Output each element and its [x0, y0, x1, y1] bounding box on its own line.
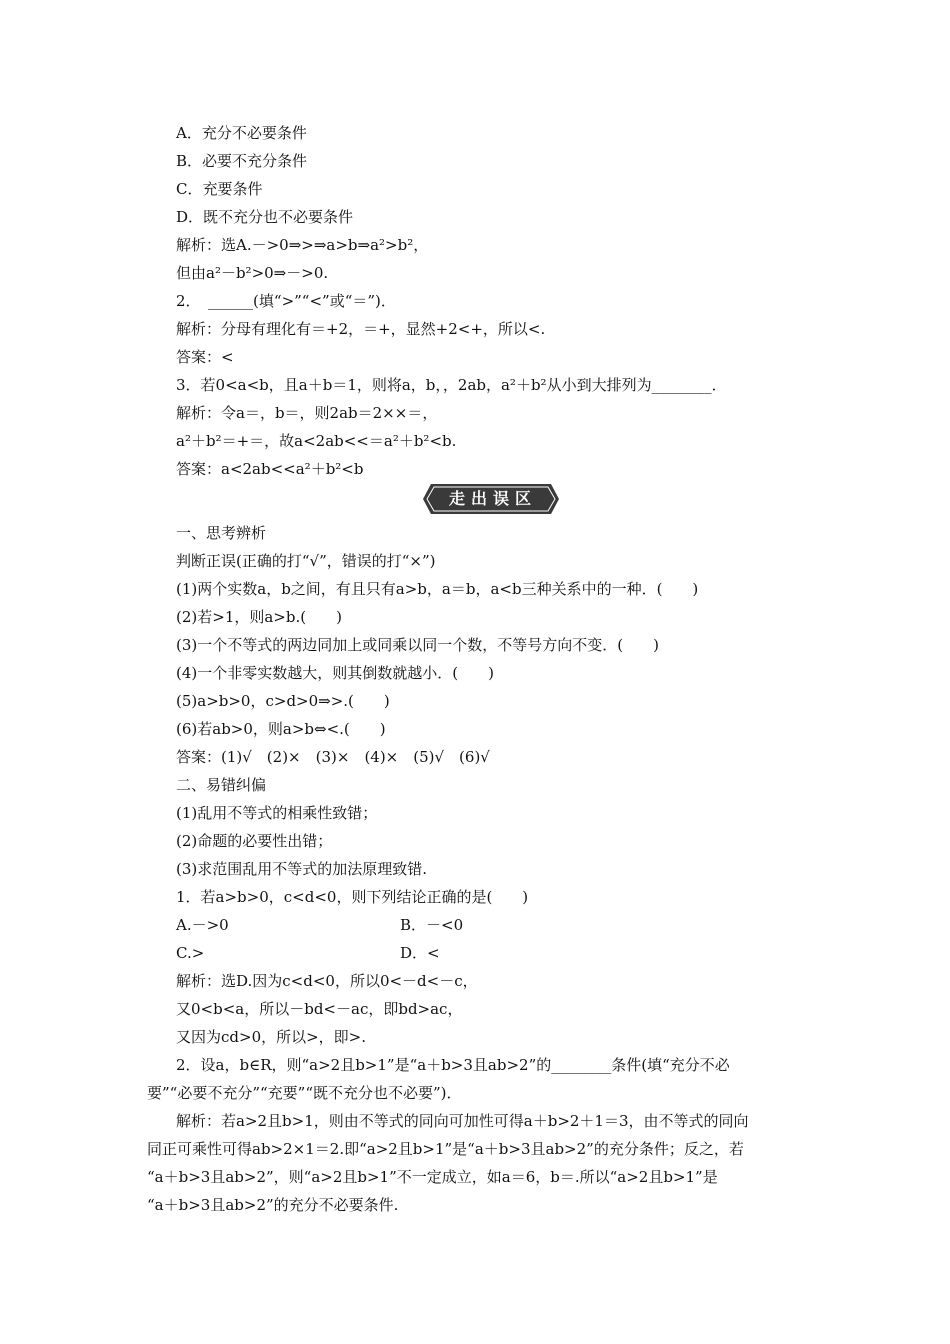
- judgement-item: (2)若>1，则a>b.( ): [176, 608, 342, 626]
- answer-line: 答案：<: [176, 348, 234, 366]
- analysis-line: 解析：令a＝，b＝，则2ab＝2××＝，: [176, 404, 438, 422]
- judgement-item: (3)一个不等式的两边同加上或同乘以同一个数，不等号方向不变．( ): [176, 636, 659, 654]
- analysis-line: 但由a²－b²>0⇒－>0.: [176, 264, 329, 282]
- section-intro: 判断正误(正确的打“√”，错误的打“×”): [176, 552, 436, 570]
- question-2-line: 要”“必要不充分”“充要”“既不充分也不必要”)．: [147, 1084, 462, 1102]
- analysis-line: 又0<b<a，所以－bd<－ac，即bd>ac，: [176, 1000, 463, 1018]
- judgement-item: (5)a>b>0，c>d>0⇒>.( ): [176, 692, 390, 710]
- analysis-line: “a＋b>3且ab>2”的充分不必要条件.: [147, 1196, 399, 1214]
- analysis-line: 解析：若a>2且b>1，则由不等式的同向可加性可得a＋b>2＋1＝3，由不等式的同向: [176, 1112, 749, 1130]
- judgement-item: (6)若ab>0，则a>b⇔<.( ): [176, 720, 386, 738]
- question-3: 3．若0<a<b，且a＋b＝1，则将a，b，，2ab，a²＋b²从小到大排列为________．: [176, 376, 727, 394]
- option-d: D．<: [400, 944, 440, 962]
- analysis-line: a²＋b²＝+＝，故a<2ab<<＝a²＋b²<b.: [176, 432, 457, 450]
- error-item: (1)乱用不等式的相乘性致错；: [176, 804, 378, 822]
- banner-title: 走出误区: [448, 489, 537, 508]
- analysis-line: 解析：选A.－>0⇒>⇒a>b⇒a²>b²，: [176, 236, 429, 254]
- analysis-line: 又因为cd>0，所以>，即>.: [176, 1028, 367, 1046]
- answer-line: 答案：(1)√ (2)× (3)× (4)× (5)√ (6)√: [176, 748, 490, 766]
- section-heading: 一、思考辨析: [176, 524, 267, 542]
- question-1: 1．若a>b>0，c<d<0，则下列结论正确的是( ): [176, 888, 529, 906]
- question-2-line: 2．设a，b∈R，则“a>2且b>1”是“a＋b>3且ab>2”的________条件(填“充分不必: [176, 1056, 730, 1074]
- option-a: A.－>0: [176, 916, 229, 934]
- error-item: (3)求范围乱用不等式的加法原理致错.: [176, 860, 428, 878]
- option-b: B．－<0: [400, 916, 464, 934]
- option-d: D．既不充分也不必要条件: [176, 208, 354, 226]
- option-a: A．充分不必要条件: [176, 124, 307, 142]
- section-banner: [423, 484, 559, 514]
- judgement-item: (4)一个非零实数越大，则其倒数就越小．( ): [176, 664, 494, 682]
- analysis-line: 解析：分母有理化有＝+2，＝+，显然+2<+，所以<.: [176, 320, 546, 338]
- analysis-line: “a＋b>3且ab>2”，则“a>2且b>1”不一定成立，如a＝6，b＝.所以“a>2且b>1”是: [147, 1168, 718, 1186]
- analysis-line: 同正可乘性可得ab>2×1＝2.即“a>2且b>1”是“a＋b>3且ab>2”的充分条件；反之，若: [147, 1140, 744, 1158]
- option-b: B．必要不充分条件: [176, 152, 308, 170]
- judgement-item: (1)两个实数a，b之间，有且只有a>b，a＝b，a<b三种关系中的一种．( ): [176, 580, 699, 598]
- analysis-line: 解析：选D.因为c<d<0，所以0<－d<－c，: [176, 972, 478, 990]
- option-c: C．充要条件: [176, 180, 263, 198]
- error-item: (2)命题的必要性出错；: [176, 832, 333, 850]
- option-c: C.>: [176, 944, 205, 962]
- section-heading: 二、易错纠偏: [176, 776, 267, 794]
- answer-line: 答案：a<2ab<<a²＋b²<b: [176, 460, 364, 478]
- question-2: 2． ______(填“>”“<”或“＝”)．: [176, 292, 396, 310]
